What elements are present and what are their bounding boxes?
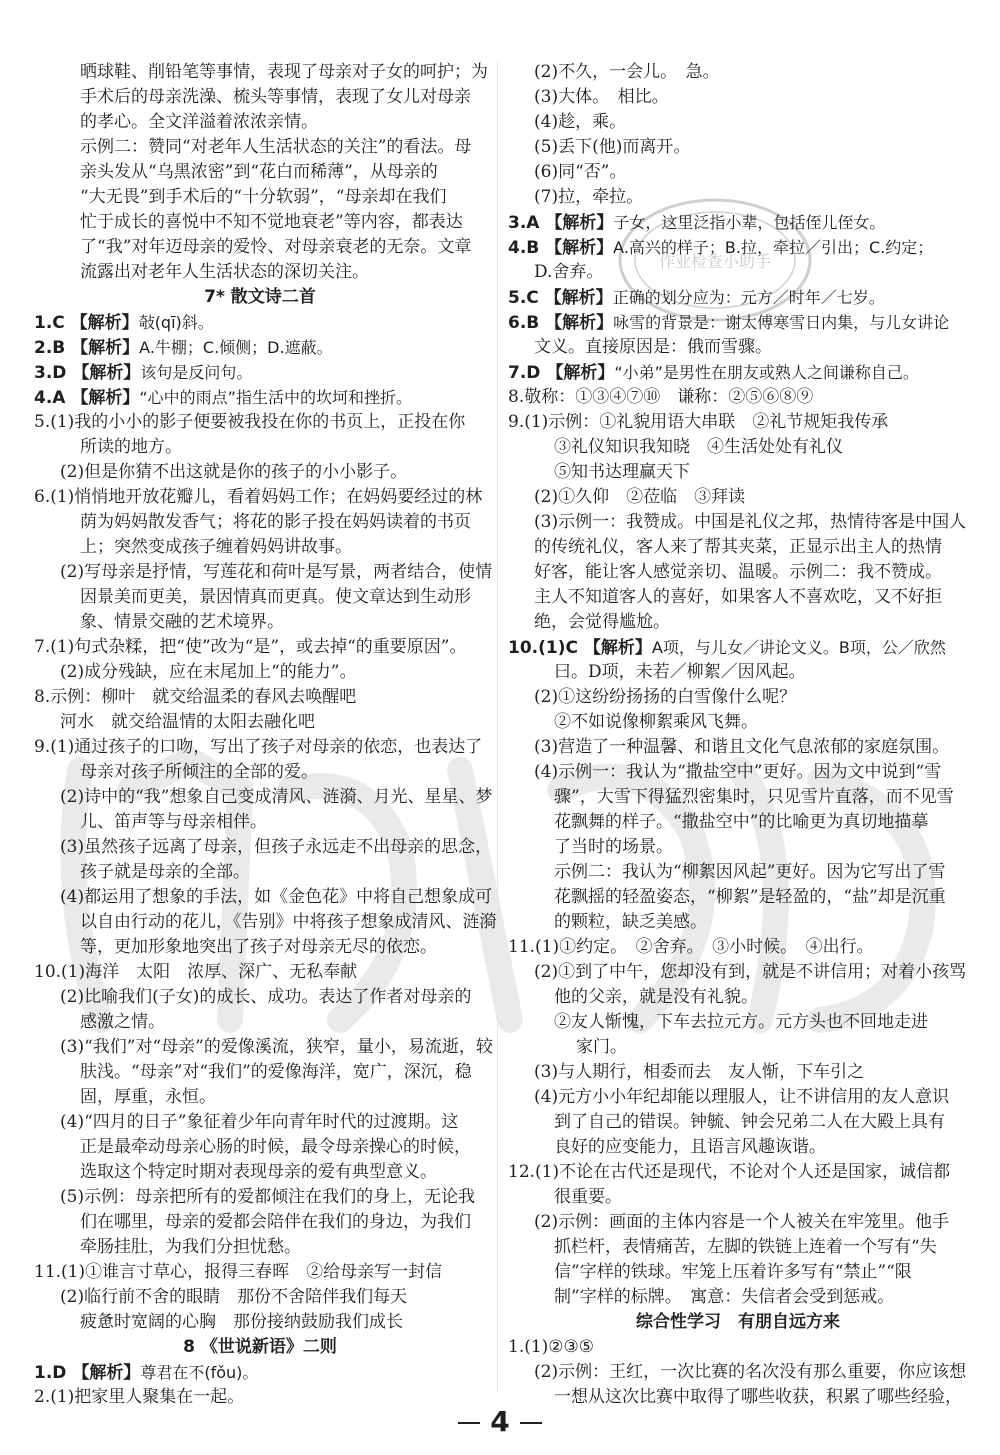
right-text-line: [508, 1260, 968, 1285]
answer-text: ⑤知书达理赢天下: [554, 462, 690, 482]
answer-text: (3)示例一：我赞成。中国是礼仪之邦，热情待客是中国人: [534, 512, 967, 532]
answer-text: 到了自己的错误。钟毓、钟会兄弟二人在大殿上具有: [554, 1112, 945, 1132]
right-text-line: [508, 85, 968, 110]
left-text-line: [34, 1185, 486, 1210]
answer-text: 手术后的母亲洗澡、梳头等事情，表现了女儿对母亲: [80, 87, 471, 107]
answer-tag: 4.B 【解析】: [508, 238, 614, 258]
right-text-line: [508, 135, 968, 160]
answer-text: 荫为妈妈散发香气；将花的影子投在妈妈读着的书页: [80, 512, 471, 532]
right-text-line: [508, 410, 968, 435]
answer-text: 8.敬称：①③④⑦⑩ 谦称：②⑤⑥⑧⑨: [508, 387, 814, 407]
answer-text: 抓栏杆，表情痛苦，左脚的铁链上连着一个写有“失: [554, 1237, 937, 1257]
right-text-line: [508, 485, 968, 510]
answer-text: 晒球鞋、削铅笔等事情，表现了母亲对子女的呵护；为: [80, 62, 488, 82]
answer-text: 了“我”对年迈母亲的爱怜、对母亲衰老的无奈。文章: [80, 237, 472, 257]
right-text-line: [508, 585, 968, 610]
right-text-line: [508, 1035, 968, 1060]
left-text-line: [34, 535, 486, 560]
left-text-line: [34, 960, 486, 985]
right-text-line: [508, 510, 968, 535]
left-text-line: [34, 1235, 486, 1260]
answer-text: 8.示例：柳叶 就交给温柔的春风去唤醒吧: [34, 687, 357, 707]
right-text-line: [508, 960, 968, 985]
left-text-line: [34, 360, 486, 385]
left-text-line: [34, 1260, 486, 1285]
left-text-line: [34, 1360, 486, 1385]
answer-text: 了当时的场景。: [554, 837, 673, 857]
left-text-line: [34, 760, 486, 785]
answer-text: 所读的地方。: [80, 437, 182, 457]
right-text-line: [508, 285, 968, 310]
right-text-line: [508, 1360, 968, 1385]
left-text-line: [34, 235, 486, 260]
right-text-line: [508, 335, 968, 360]
left-text-line: [34, 1060, 486, 1085]
left-text-line: [34, 835, 493, 860]
right-text-line: [508, 785, 968, 810]
answer-text: ②不如说像柳絮乘风飞舞。: [554, 712, 758, 732]
right-text-line: [508, 1185, 968, 1210]
answer-text: 6.(1)悄悄地开放花瓣儿，看着妈妈工作；在妈妈要经过的林: [34, 487, 483, 507]
left-text-line: [34, 285, 486, 310]
right-text-line: [508, 460, 968, 485]
answer-text: 制”字样的标牌。 寓意：失信者会受到惩戒。: [554, 1287, 895, 1307]
answer-text: 12.(1)不论在古代还是现代，不论对个人还是国家，诚信都: [508, 1162, 951, 1182]
section-title: 7* 散文诗二首: [204, 287, 316, 307]
right-text-line: [508, 635, 968, 660]
answer-text: 1.(1)②③⑤: [508, 1337, 595, 1357]
right-text-line: [508, 1235, 968, 1260]
left-text-line: [34, 610, 486, 635]
right-text-line: [508, 185, 968, 210]
answer-text: 等，更加形象地突出了孩子对母亲无尽的依恋。: [80, 937, 437, 957]
right-text-line: [508, 160, 968, 185]
answer-text: (3)营造了一种温馨、和谐且文化气息浓郁的家庭氛围。: [534, 737, 950, 757]
left-text-line: [34, 735, 486, 760]
answer-text: 2.(1)把家里人聚集在一起。: [34, 1387, 245, 1407]
left-text-line: [34, 785, 493, 810]
answer-text: 流露出对老年人生活状态的深切关注。: [80, 262, 369, 282]
answer-text: 10.(1)海洋 太阳 浓厚、深广、无私奉献: [34, 962, 358, 982]
answer-text: 咏雪的背景是：谢太傅寒雪日内集，与儿女讲论: [613, 313, 950, 332]
left-text-line: [34, 435, 486, 460]
right-text-line: [508, 210, 968, 235]
left-text-line: [34, 185, 486, 210]
left-text-line: [34, 135, 486, 160]
right-text-line: [508, 560, 968, 585]
answer-text: 花飘舞的样子。“撒盐空中”的比喻更为真切地描摹: [554, 812, 929, 832]
answer-text: (4)“四月的日子”象征着少年向青年时代的过渡期。这: [60, 1112, 459, 1132]
answer-text: ③礼仪知识我知晓 ④生活处处有礼仪: [554, 437, 843, 457]
answer-text: “小弟”是男性在朋友或熟人之间谦称自己。: [614, 363, 919, 382]
answer-text: (2)①到了中午，您却没有到，就是不讲信用；对着小孩骂: [534, 962, 967, 982]
answer-text: (2)但是你猜不出这就是你的孩子的小小影子。: [60, 462, 408, 482]
answer-text: 疲惫时宽阔的心胸 那份接纳鼓励我们成长: [80, 1312, 403, 1332]
left-text-line: [34, 210, 486, 235]
svg-text:作业检查小助手: 作业检查小助手: [658, 252, 772, 271]
right-text-line: [508, 435, 968, 460]
answer-text: D.舍弃。: [534, 262, 604, 282]
answer-text: (5)丢下(他)而离开。: [534, 137, 691, 157]
left-text-line: [34, 1010, 486, 1035]
left-text-line: [34, 935, 486, 960]
answer-text: 肤浅。“母亲”对“我们”的爱像海洋，宽广，深沉，稳: [80, 1062, 472, 1082]
answer-text: 上；突然变成孩子缠着妈妈讲故事。: [80, 537, 352, 557]
left-text-line: [34, 310, 486, 335]
answer-text: 9.(1)示例：①礼貌用语大串联 ②礼节规矩我传承: [508, 412, 889, 432]
page-number-text: 4: [490, 1405, 510, 1438]
left-text-line: [34, 685, 486, 710]
left-text-line: [34, 810, 486, 835]
right-text-line: [508, 1135, 968, 1160]
answer-text: 7.(1)句式杂糅，把“使”改为“是”，或去掉“的重要原因”。: [34, 637, 467, 657]
right-text-line: [508, 835, 968, 860]
answer-tag: 4.A 【解析】: [34, 388, 140, 408]
answer-text: “心中的雨点”指生活中的坎坷和挫折。: [139, 388, 412, 407]
answer-text: 正确的划分应为：元方／时年／七岁。: [612, 288, 885, 307]
left-text-line: [34, 335, 486, 360]
answer-text: A.高兴的样子；B.拉，牵拉／引出；C.约定；: [613, 238, 934, 257]
answer-tag: 1.C 【解析】: [34, 313, 139, 333]
left-text-line: [34, 1310, 486, 1335]
right-text-line: [508, 60, 968, 85]
answer-text: ②友人惭愧，下车去拉元方。元方头也不回地走进: [554, 1012, 928, 1032]
answer-text: A.牛棚；C.倾侧；D.遮蔽。: [139, 338, 333, 357]
answer-text: 良好的应变能力，且语言风趣诙谐。: [554, 1137, 826, 1157]
answer-text: (4)元方小小年纪却能以理服人，让不讲信用的友人意识: [534, 1087, 950, 1107]
answer-text: 敧(qī)斜。: [138, 313, 214, 332]
answer-text: (7)拉，牵拉。: [534, 187, 644, 207]
left-text-line: [34, 985, 486, 1010]
answer-text: 该句是反问句。: [140, 363, 253, 382]
answer-text: 11.(1)①谁言寸草心，报得三春晖 ②给母亲写一封信: [34, 1262, 443, 1282]
answer-text: 牵肠挂肚，为我们分担忧愁。: [80, 1237, 301, 1257]
answer-text: 忙于成长的喜悦中不知不觉地衰老”等内容，都表达: [80, 212, 463, 232]
answer-text: (3)大体。 相比。: [534, 87, 669, 107]
answer-text: 的颗粒，缺乏美感。: [554, 912, 707, 932]
answer-text: 子女，这里泛指小辈，包括侄儿侄女。: [613, 213, 886, 232]
answer-text: (2)写母亲是抒情，写莲花和荷叶是写景，两者结合，使情: [60, 562, 493, 582]
left-text-line: [34, 1085, 486, 1110]
left-text-line: [34, 85, 486, 110]
left-text-line: [34, 860, 486, 885]
answer-text: 信”字样的铁球。牢笼上压着许多写有“禁止”“限: [554, 1262, 912, 1282]
right-text-line: [508, 235, 968, 260]
left-text-line: [34, 885, 493, 910]
answer-text: (4)都运用了想象的手法，如《金色花》中将自己想象成可: [60, 887, 493, 907]
answer-text: 感激之情。: [80, 1012, 165, 1032]
right-text-line: [508, 310, 968, 335]
answer-tag: 5.C 【解析】: [508, 288, 613, 308]
answer-text: 骤”，大雪下得猛烈密集时，只见雪片直落，而不见雪: [554, 787, 954, 807]
right-text-line: [508, 710, 968, 735]
left-text-line: [34, 1035, 493, 1060]
answer-text: 们在哪里，母亲的爱都会陪伴在我们的身边，为我们: [80, 1212, 471, 1232]
left-text-line: [34, 510, 486, 535]
answer-text: 主人不知道客人的喜好，如果客人不喜欢吃，又不好拒: [534, 587, 942, 607]
right-text-line: [508, 1010, 968, 1035]
right-text-line: [508, 1285, 968, 1310]
left-text-line: [34, 1285, 486, 1310]
left-text-line: [34, 660, 486, 685]
answer-text: 很重要。: [554, 1187, 622, 1207]
answer-text: 11.(1)①约定。 ②舍弃。 ③小时候。 ④出行。: [508, 937, 874, 957]
section-title: 8 《世说新语》二则: [183, 1337, 337, 1357]
right-text-line: [508, 810, 968, 835]
left-text-line: [34, 635, 486, 660]
answer-tag: 3.D 【解析】: [34, 363, 141, 383]
left-text-line: [34, 1210, 486, 1235]
answer-text: (2)诗中的“我”想象自己变成清风、涟漪、月光、星星、梦: [60, 787, 493, 807]
answer-text: 绝，会觉得尴尬。: [534, 612, 670, 632]
left-text-line: [34, 710, 486, 735]
right-column: [508, 60, 968, 1410]
left-text-line: [34, 60, 486, 85]
answer-text: 9.(1)通过孩子的口吻，写出了孩子对母亲的依恋，也表达了: [34, 737, 483, 757]
right-text-line: [508, 1110, 968, 1135]
right-text-line: [508, 260, 968, 285]
section-title: 综合性学习 有朋自远方来: [636, 1312, 840, 1332]
answer-tag: 7.D 【解析】: [508, 363, 615, 383]
column-divider: [497, 62, 498, 1392]
answer-text: (4)趁，乘。: [534, 112, 627, 132]
left-text-line: [34, 910, 497, 935]
left-text-line: [34, 1160, 486, 1185]
answer-text: 5.(1)我的小小的影子便要被我投在你的书页上，正投在你: [34, 412, 466, 432]
left-text-line: [34, 585, 486, 610]
right-text-line: [508, 760, 968, 785]
left-text-line: [34, 160, 486, 185]
right-text-line: [508, 735, 968, 760]
answer-text: 曰。D项，未若／柳絮／因风起。: [554, 662, 806, 682]
answer-text: 以自由行动的花儿，《告别》中将孩子想象成清风、涟漪: [80, 912, 497, 932]
answer-text: 儿、笛声等与母亲相伴。: [80, 812, 267, 832]
answer-text: 家门。: [576, 1037, 627, 1057]
answer-text: (2)比喻我们(子女)的成长、成功。表达了作者对母亲的: [60, 987, 472, 1007]
answer-text: (3)虽然孩子远离了母亲，但孩子永远走不出母亲的思念，: [60, 837, 493, 857]
left-text-line: [34, 260, 486, 285]
right-text-line: [508, 610, 968, 635]
left-text-line: [34, 385, 486, 410]
left-text-line: [34, 410, 486, 435]
answer-text: A项，与儿女／讲论文义。B项，公／欣然: [651, 638, 946, 657]
answer-text: 示例二：我认为“柳絮因风起”更好。因为它写出了雪: [554, 862, 946, 882]
answer-text: 孩子就是母亲的全部。: [80, 862, 250, 882]
right-text-line: [508, 685, 968, 710]
answer-text: 固，厚重，永恒。: [80, 1087, 216, 1107]
right-text-line: [508, 1335, 968, 1360]
answer-text: (2)不久，一会儿。 急。: [534, 62, 720, 82]
answer-text: (2)示例：画面的主体内容是一个人被关在牢笼里。他手: [534, 1212, 950, 1232]
right-text-line: [508, 935, 968, 960]
answer-text: (3)与人期行，相委而去 友人惭，下车引之: [534, 1062, 865, 1082]
answer-text: 选取这个特定时期对表现母亲的爱有典型意义。: [80, 1162, 437, 1182]
answer-text: 母亲对孩子所倾注的全部的爱。: [80, 762, 318, 782]
answer-text: 他的父亲，就是没有礼貌。: [554, 987, 758, 1007]
answer-text: 亲头发从“乌黑浓密”到“花白而稀薄”，从母亲的: [80, 162, 438, 182]
right-text-line: [508, 535, 968, 560]
answer-text: “大无畏”到手术后的“十分软弱”，“母亲却在我们: [80, 187, 447, 207]
answer-text: (2)①久仰 ②莅临 ③拜读: [534, 487, 746, 507]
left-text-line: [34, 1110, 486, 1135]
answer-text: 河水 就交给温情的太阳去融化吧: [60, 712, 315, 732]
answer-text: 正是最牵动母亲心肠的时候，最令母亲操心的时候，: [80, 1137, 471, 1157]
left-text-line: [34, 110, 486, 135]
answer-text: (2)示例：王红，一次比赛的名次没有那么重要，你应该想: [534, 1362, 967, 1382]
left-text-line: [34, 460, 486, 485]
answer-text: (3)“我们”对“母亲”的爱像溪流，狭窄，量小，易流逝，较: [60, 1037, 493, 1057]
answer-text: 好客，能让客人感觉亲切、温暖。示例二：我不赞成。: [534, 562, 942, 582]
answer-text: 的传统礼仪，客人来了帮其夹菜，正显示出主人的热情: [534, 537, 942, 557]
answer-text: (2)成分残缺，应在末尾加上“的能力”。: [60, 662, 357, 682]
answer-text: 一想从这次比赛中取得了哪些收获，积累了哪些经验，: [554, 1387, 962, 1407]
answer-text: 象、情景交融的艺术境界。: [80, 612, 284, 632]
answer-text: (2)①这纷纷扬扬的白雪像什么呢？: [534, 687, 797, 707]
answer-text: (5)示例：母亲把所有的爱都倾注在我们的身上，无论我: [60, 1187, 476, 1207]
left-text-line: [34, 485, 486, 510]
answer-tag: 3.A 【解析】: [508, 213, 614, 233]
answer-text: 因景美而更美，景因情真而更真。使文章达到生动形: [80, 587, 471, 607]
right-text-line: [508, 1060, 968, 1085]
answer-tag: 2.B 【解析】: [34, 338, 140, 358]
left-column: [34, 60, 497, 1410]
answer-text: (2)临行前不舍的眼睛 那份不舍陪伴我们每天: [60, 1287, 408, 1307]
right-text-line: [508, 110, 968, 135]
right-text-line: [508, 910, 968, 935]
right-text-line: [508, 1160, 968, 1185]
answer-text: 的孝心。全文洋溢着浓浓亲情。: [80, 112, 318, 132]
right-text-line: [508, 660, 968, 685]
left-text-line: [34, 1135, 486, 1160]
answer-text: 示例二：赞同“对老年人生活状态的关注”的看法。母: [80, 137, 472, 157]
answer-text: 花飘摇的轻盈姿态，“柳絮”是轻盈的，“盐”却是沉重: [554, 887, 946, 907]
answer-text: 文义。直接原因是：俄而雪骤。: [534, 337, 772, 357]
right-text-line: [508, 1085, 968, 1110]
answer-tag: 10.(1)C 【解析】: [508, 638, 652, 658]
right-text-line: [508, 385, 968, 410]
answer-tag: 1.D 【解析】: [34, 1363, 141, 1383]
page-number: [0, 1405, 1000, 1438]
answer-text: (6)同“否”。: [534, 162, 627, 182]
answer-text: (4)示例一：我认为“撒盐空中”更好。因为文中说到“雪: [534, 762, 942, 782]
right-text-line: [508, 860, 968, 885]
right-text-line: [508, 1210, 968, 1235]
right-text-line: [508, 985, 968, 1010]
left-text-line: [34, 1335, 486, 1360]
answer-text: 尊君在不(fǒu)。: [140, 1363, 259, 1382]
answer-tag: 6.B 【解析】: [508, 313, 614, 333]
right-text-line: [508, 1310, 968, 1335]
right-text-line: [508, 360, 968, 385]
right-text-line: [508, 885, 968, 910]
left-text-line: [34, 560, 493, 585]
